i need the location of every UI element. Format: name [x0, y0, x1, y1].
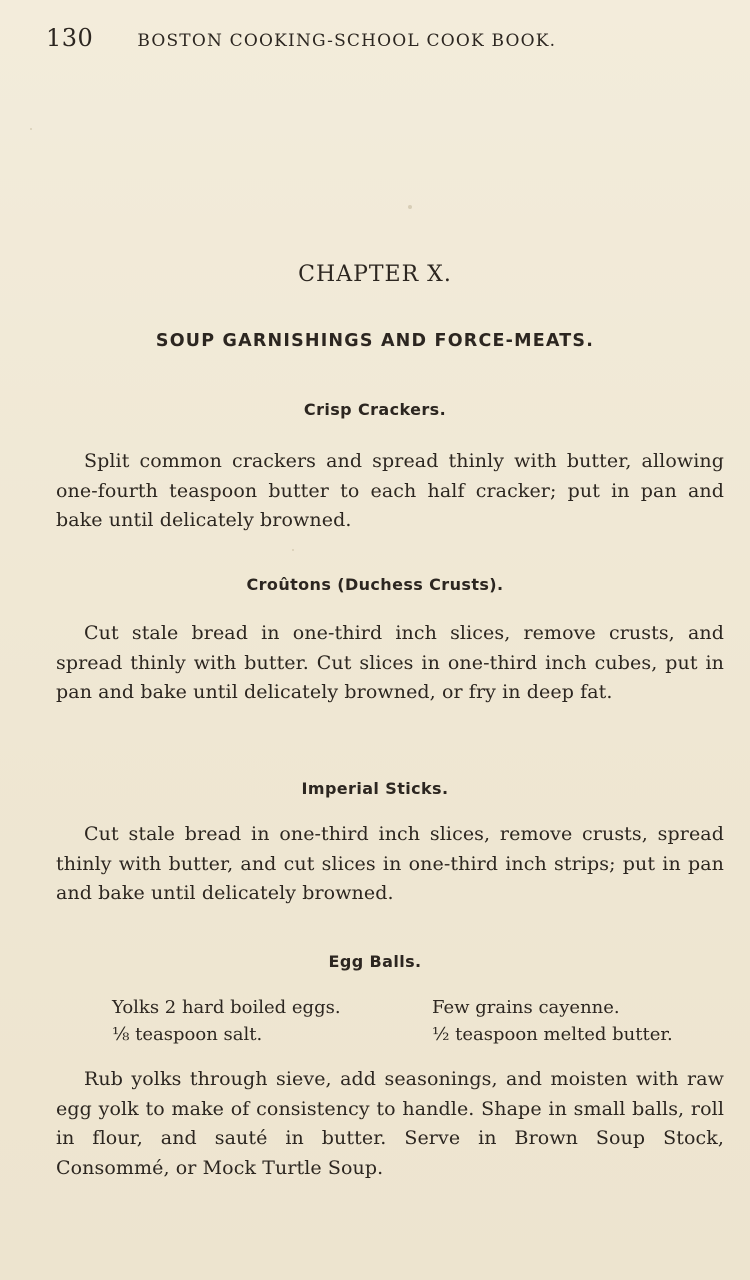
section-heading-egg-balls: Egg Balls. — [328, 952, 422, 971]
ingredient-item: ½ teaspoon melted butter. — [432, 1024, 673, 1045]
recipe-text-egg-balls: Rub yolks through sieve, add seasonings, and moisten with raw egg yolk to make of consistency to handle. Shape in small balls, roll in flour, and sauté in butter. Serve in Brown Soup Stock, Consommé, or Mock Turtle Soup. — [56, 1068, 724, 1179]
section-heading-imperial-sticks: Imperial Sticks. — [301, 779, 449, 798]
ingredient-item: Yolks 2 hard boiled eggs. — [112, 997, 341, 1018]
running-header — [46, 24, 710, 52]
ingredient-item: Few grains cayenne. — [432, 997, 620, 1018]
page-number: 130 — [46, 24, 94, 52]
paper-speck — [292, 549, 294, 551]
recipe-text-crisp-crackers: Split common crackers and spread thinly with butter, allowing one-fourth teaspoon butter to each half cracker; put in pan and bake until delicately browned. — [56, 450, 724, 531]
ingredient-list — [112, 994, 722, 1048]
paper-speck — [30, 128, 32, 130]
ingredient-item: ⅛ teaspoon salt. — [112, 1024, 263, 1045]
chapter-number: CHAPTER X. — [298, 262, 452, 287]
recipe-text-croutons: Cut stale bread in one-third inch slices, remove crusts, and spread thinly with butter. Cut slices in one-third inch cubes, put in pan and bake until delicately browned, or fry in deep fat. — [56, 622, 724, 703]
section-heading-croutons: Croûtons (Duchess Crusts). — [246, 575, 504, 594]
section-heading-crisp-crackers: Crisp Crackers. — [303, 400, 447, 419]
paper-speck — [408, 205, 412, 209]
recipe-text-imperial-sticks: Cut stale bread in one-third inch slices, remove crusts, spread thinly with butter, and cut slices in one-third inch strips; put in pan and bake until delicately browned. — [56, 823, 724, 904]
chapter-title: SOUP GARNISHINGS AND FORCE-MEATS. — [155, 331, 595, 351]
book-title: BOSTON COOKING-SCHOOL COOK BOOK. — [137, 31, 557, 51]
